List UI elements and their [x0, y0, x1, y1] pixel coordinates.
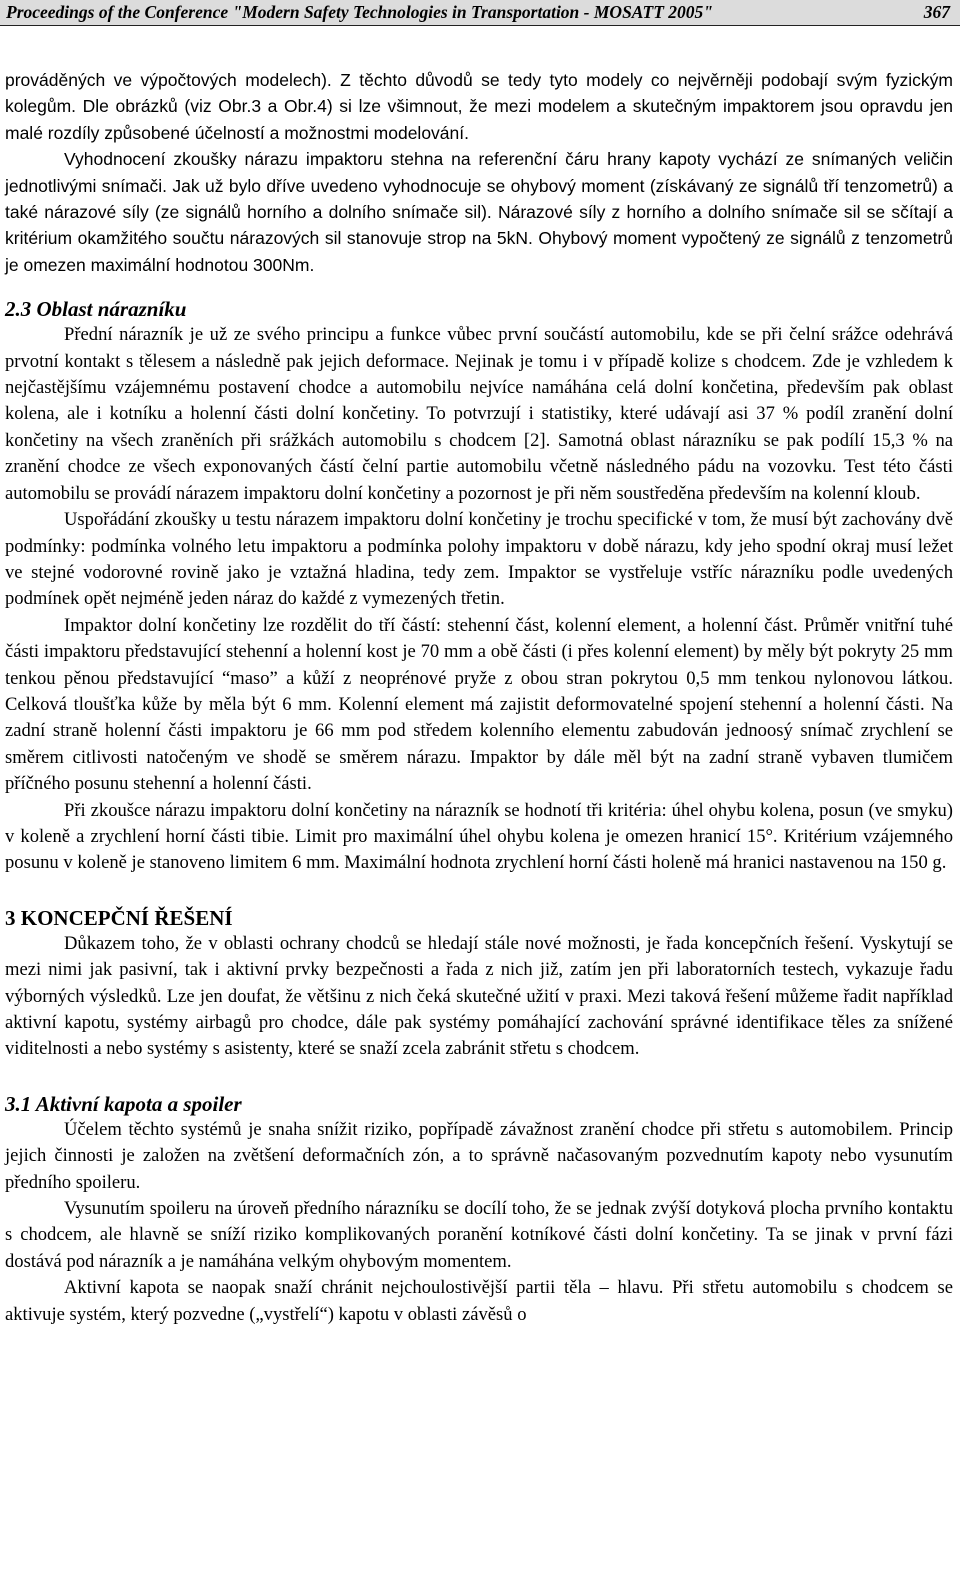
section-heading-3-1: 3.1 Aktivní kapota a spoiler — [5, 1091, 242, 1116]
paragraph-systems-purpose: Účelem těchto systémů je snaha snížit riziko, popřípadě závažnost zranění chodce při střetu s automobilem. Princip jejich činnosti je založen na zvětšení deformačních zón, a to správně načasovaným pozvednutím kapoty nebo vysunutím předního spoileru. — [5, 1118, 953, 1193]
paragraph-models: prováděných ve výpočtových modelech). Z těchto důvodů se tedy tyto modely co nejvěrněji podobají svým fyzickým kolegům. Dle obrázků (viz Obr.3 a Obr.4) si lze všimnout, že mezi modelem a skutečným impaktorem jsou opravdu jen malé rozdíly způsobené účelností a možnostmi modelování. — [5, 70, 953, 143]
paragraph-spoiler: Vysunutím spoileru na úroveň předního nárazníku se docílí toho, že se jednak zvýší dotyková plocha prvního kontaktu s chodcem, ale hlavně se sníží riziko komplikovaných poranění kotníkové části dolní končetiny. Ta se jinak v první fázi dostává pod nárazník a je namáhána velkým ohybovým momentem. — [5, 1198, 953, 1272]
section-heading-2-3: 2.3 Oblast nárazníku — [5, 297, 187, 322]
paragraph-impactor-parts: Impaktor dolní končetiny lze rozdělit do tří částí: stehenní část, kolenní element, a holenní část. Průměr vnitřní tuhé části impaktoru představující stehenní a holenní kost je 70 mm a obě části (i přes kolenní element) by měly být pokryty 25 mm tenkou pěnou představující “maso” a kůží z neoprénové pryže z obou stran pokrytou 0,5 mm tenkou nylonovou látkou. Celková tloušťka kůže by měla být 6 mm. Kolenní element má zajistit deformovatelné spojení stehenní a holenní části. Na zadní straně holenní části impaktoru je 66 mm pod středem kolenního elementu zabudován jednoosý snímač zrychlení se směrem citlivosti natočeným ve shodě se směrem nárazu. Impaktor by dále měl být na zadní straně vybaven tlumičem příčného posunu stehenní a holenní části. — [5, 614, 953, 795]
paragraph-active-hood: Aktivní kapota se naopak snaží chránit nejchoulostivější partii těla – hlavu. Při střetu automobilu s chodcem se aktivuje systém, který pozvedne („vystřelí“) kapotu v oblasti závěsů o — [5, 1277, 953, 1325]
running-header — [0, 0, 960, 26]
paragraph-thigh-impactor-evaluation: Vyhodnocení zkoušky nárazu impaktoru stehna na referenční čáru hrany kapoty vychází ze snímaných veličin jednotlivými snímači. Jak už bylo dříve uvedeno vyhodnocuje se ohybový moment (získávaný ze signálů tří tenzometrů) a také nárazové síly (ze signálů horního a dolního snímače sil). Nárazové síly z horního a dolního snímače sil se sčítají a kritérium okamžitého součtu nárazových sil stanovuje strop na 5kN. Ohybový moment vypočtený ze signálů z tenzometrů je omezen maximální hodnotou 300Nm. — [5, 149, 953, 275]
document-body — [5, 67, 953, 1328]
paragraph-conceptual-solutions: Důkazem toho, že v oblasti ochrany chodců se hledají stále nové možnosti, je řada koncepčních řešení. Vyskytují se mezi nimi jak pasivní, tak i aktivní prvky bezpečnosti a řada z nich již, zatím jen při laboratorních testech, vykazuje řadu výborných výsledků. Lze jen doufat, že většinu z nich čeká skutečné užití v praxi. Mezi taková řešení můžeme řadit například aktivní kapotu, systémy airbagů pro chodce, dále pak systémy pomáhající zachování správné identifikace těles za snížené viditelnosti a nebo systémy s asistenty, které se snaží zcela zabránit střetu s chodcem. — [5, 932, 953, 1060]
conference-title: Proceedings of the Conference "Modern Safety Technologies in Transportation - MOSATT 2005" — [6, 2, 713, 22]
paragraph-front-bumper: Přední nárazník je už ze svého principu a funkce vůbec první součástí automobilu, kde se při čelní srážce odehrává prvotní kontakt s tělesem a následně pak jejich deformace. Nejinak je tomu i v případě kolize s chodcem. Zde je vzhledem k nejčastějšímu vzájemnému postavení chodce a automobilu nejvíce namáhána celá dolní končetina, především pak oblast kolena, ale i kotníku a holenní části dolní končetiny. To potvrzují i statistiky, které udávají asi 37 % podíl zranění dolní končetiny na všech zraněních při srážkách automobilu s chodcem [2]. Samotná oblast nárazníku se pak podílí 15,3 % na zranění chodce ze všech exponovaných částí čelní partie automobilu včetně následného pádu na vozovku. Test této části automobilu se provádí nárazem impaktoru dolní končetiny a pozornost je při něm soustředěna především na kolenní kloub. — [5, 324, 953, 504]
paragraph-test-arrangement: Uspořádání zkoušky u testu nárazem impaktoru dolní končetiny je trochu specifické v tom, že musí být zachovány dvě podmínky: podmínka volného letu impaktoru a podmínka polohy impaktoru v době nárazu, kdy jeho spodní okraj musí ležet ve stejné vodorovné rovině jako je vztažná hladina, tedy zem. Impaktor se vystřeluje vstříc nárazníku podle uvedených podmínek opět nejméně jeden náraz do každé z vymezených třetin. — [5, 509, 953, 610]
section-heading-3: 3 KONCEPČNÍ ŘEŠENÍ — [5, 905, 233, 930]
page-number: 367 — [923, 2, 950, 22]
paragraph-criteria: Při zkoušce nárazu impaktoru dolní končetiny na nárazník se hodnotí tři kritéria: úhel ohybu kolena, posun (ve smyku) v koleně a zrychlení horní části tibie. Limit pro maximální úhel ohybu kolena je omezen hranicí 15°. Kritérium vzájemného posunu v koleně je stanoveno limitem 6 mm. Maximální hodnota zrychlení horní části holeně má hranici nastavenou na 150 g. — [5, 799, 953, 874]
